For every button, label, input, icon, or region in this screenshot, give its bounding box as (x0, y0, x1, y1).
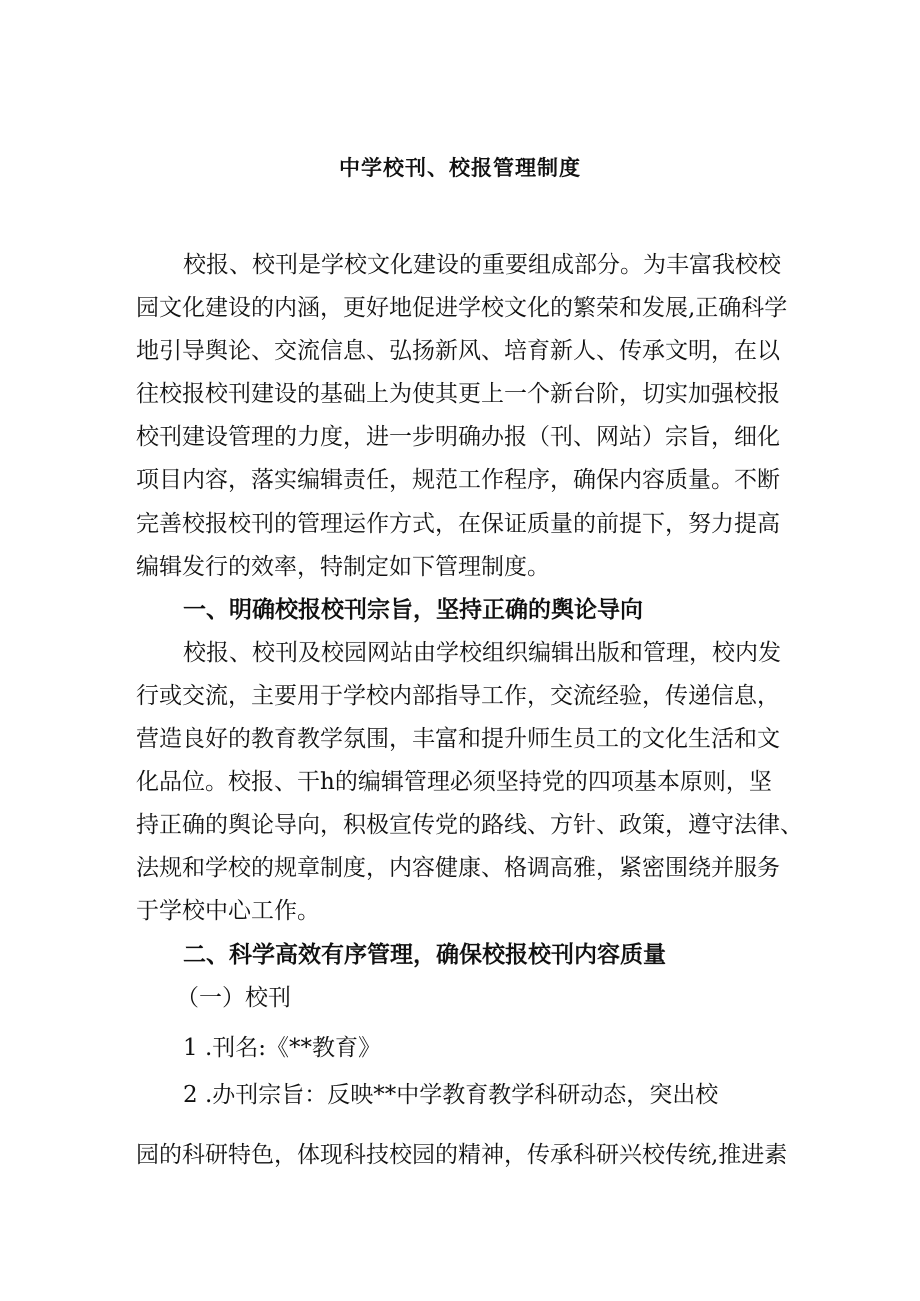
paragraph-line: 园的科研特色，体现科技校园的精神，传承科研兴校传统,推进素 (136, 1142, 788, 1168)
list-item: 1 .刊名:《**教育》 (183, 1035, 382, 1061)
paragraph-line: 往校报校刊建设的基础上为使其更上一个新台阶，切实加强校报 (136, 381, 780, 407)
paragraph-line: 持正确的舆论导向，积极宣传党的路线、方针、政策，遵守法律、 (136, 812, 803, 838)
paragraph-line: 行或交流，主要用于学校内部指导工作，交流经验，传递信息， (136, 683, 780, 709)
paragraph-line: 营造良好的教育教学氛围，丰富和提升师生员工的文化生活和文 (136, 726, 780, 752)
list-item: 2 .办刊宗旨：反映**中学教育教学科研动态，突出校 (183, 1082, 719, 1108)
paragraph-line: 化品位。校报、干h的编辑管理必须坚持党的四项基本原则，坚 (136, 769, 772, 795)
paragraph-line: 校报、校刊是学校文化建设的重要组成部分。为丰富我校校 (183, 252, 781, 278)
subsection-heading: （一）校刊 (176, 985, 291, 1011)
section-heading-1: 一、明确校报校刊宗旨，坚持正确的舆论导向 (183, 596, 643, 623)
paragraph-line: 校报、校刊及校园网站由学校组织编辑出版和管理，校内发 (183, 640, 781, 666)
paragraph-line: 地引导舆论、交流信息、弘扬新风、培育新人、传承文明，在以 (136, 338, 780, 364)
paragraph-line: 于学校中心工作。 (136, 898, 320, 924)
paragraph-line: 园文化建设的内涵，更好地促进学校文化的繁荣和发展,正确科学 (136, 295, 788, 321)
paragraph-line: 校刊建设管理的力度，进一步明确办报（刊、网站）宗旨，细化 (136, 424, 780, 450)
paragraph-line: 法规和学校的规章制度，内容健康、格调高雅，紧密围绕并服务 (136, 855, 780, 881)
document-title: 中学校刊、校报管理制度 (339, 155, 581, 180)
paragraph-line: 完善校报校刊的管理运作方式，在保证质量的前提下，努力提高 (136, 511, 780, 537)
section-heading-2: 二、科学高效有序管理，确保校报校刊内容质量 (183, 941, 666, 968)
paragraph-line: 项目内容，落实编辑责任，规范工作程序，确保内容质量。不断 (136, 467, 780, 493)
paragraph-line: 编辑发行的效率，特制定如下管理制度。 (136, 554, 550, 580)
